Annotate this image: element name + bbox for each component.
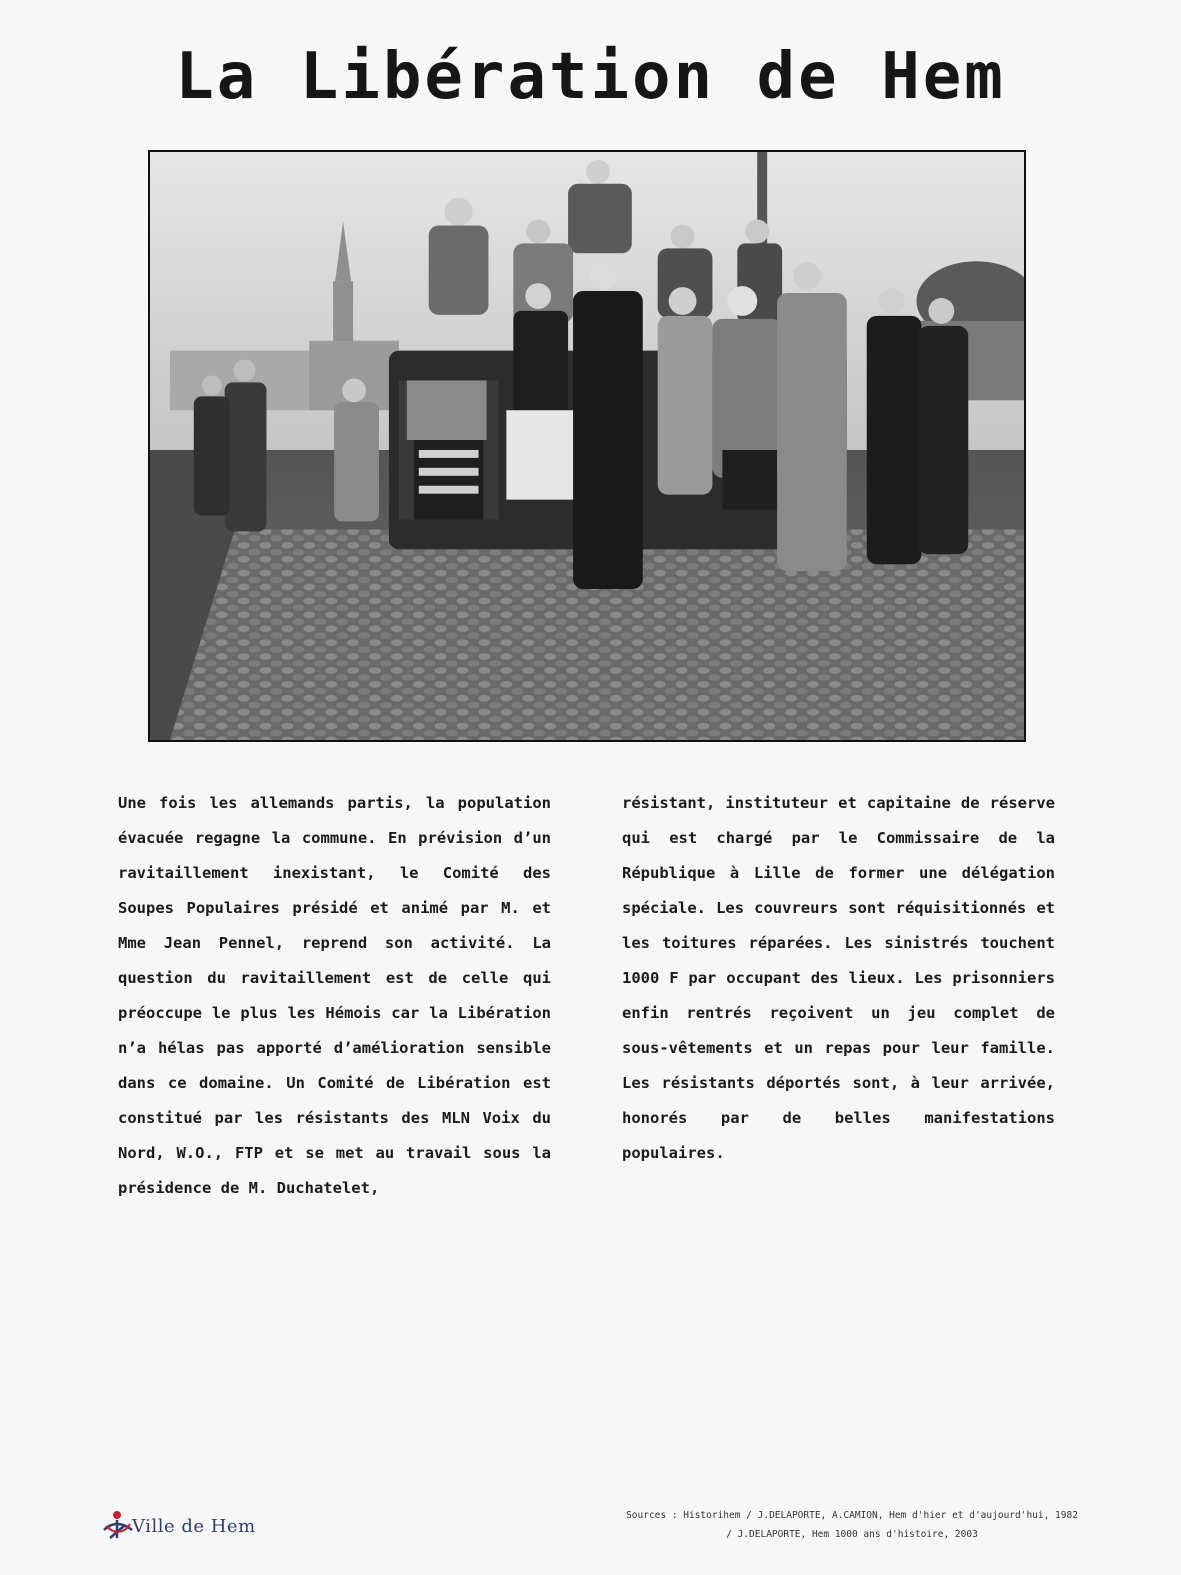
body-text-left-column: Une fois les allemands partis, la population évacuée regagne la commune. En prévision d’un ravitaillement inexistant, le Comité des Soupes Populaires présidé et animé par M. et Mme Jean Pennel, reprend son activité. La question du ravitaillement est de celle qui préoccupe le plus les Hémois car la Libération n’a hélas pas apporté d’amélioration sensible dans ce domaine. Un Comité de Libération est constitué par les résistants des MLN Voix du Nord, W.O., FTP et se met au travail sous la présidence de M. Duchatelet, [118, 794, 551, 1197]
historical-photo [148, 150, 1026, 742]
logo-text: Ville de Hem [132, 1515, 256, 1537]
sources-note [560, 1506, 1144, 1544]
sources-line-2: / J.DELAPORTE, Hem 1000 ans d'histoire, 2003 [726, 1529, 978, 1540]
body-text-right-column: résistant, instituteur et capitaine de réserve qui est chargé par le Commissaire de la République à Lille de former une délégation spéciale. Les couvreurs sont réquisitionnés et les toitures réparées. Les sinistrés touchent 1000 F par occupant des lieux. Les prisonniers enfin rentrés reçoivent un jeu complet de sous-vêtements et un repas pour leur famille. Les résistants déportés sont, à leur arrivée, honorés par de belles manifestations populaires. [622, 794, 1055, 1162]
page-title: La Libération de Hem [175, 40, 1006, 114]
liberation-tank-crowd-photo [150, 152, 1024, 740]
sources-line-1: Sources : Historihem / J.DELAPORTE, A.CAMION, Hem d'hier et d'aujourd'hui, 1982 [626, 1510, 1078, 1521]
ville-de-hem-logo [100, 1508, 256, 1544]
ville-de-hem-logo-icon [100, 1508, 136, 1544]
